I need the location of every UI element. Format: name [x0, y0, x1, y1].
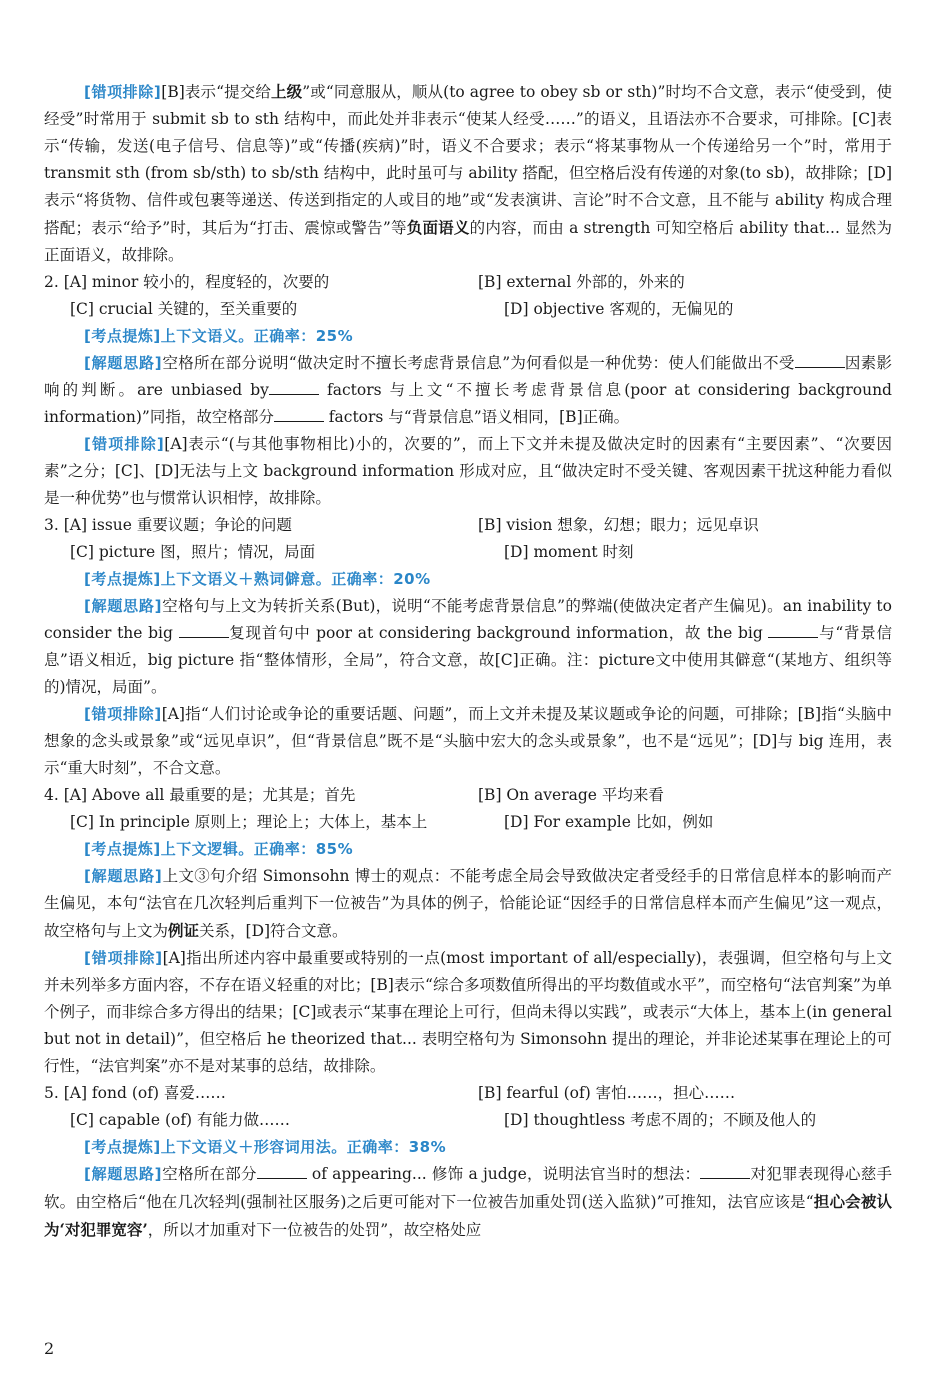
q4-cuoxiang-paragraph: [错项排除][A]指出所述内容中最重要或特别的一点(most important of all/especially)，表强调，但空格句与上文并未列举多方面内容，不存在语义轻重的对比；[B]表示“综合多项数值所得出的平均数值或水平”，而空格句“法官判案”为单个例子，而非综合多方得出的结果；[C]或表示“某事在理论上可行，但尚未得以实践”，或表示“大体上，基本上(in general but not in detail)”，但空格后 he theorized that... 表明空格句为 Simonsohn 提出的理论，并非论述某事在理论上的可行性，“法官判案”亦不是对某事的总结，故排除。	[44, 949, 892, 1075]
q2-option-b: [B] external 外部的，外来的	[478, 273, 685, 291]
q3-cuoxiang-paragraph: [错项排除][A]指“人们讨论或争论的重要话题、问题”，而上文并未提及某议题或争论的问题，可排除；[B]指“头脑中想象的念头或景象”或“远见卓识”，但“背景信息”既不是“头脑中宏大的念头或景象”，也不是“远见”；[D]与 big 连用，表示“重大时刻”，不合文意。	[44, 705, 892, 777]
q5-option-d: [D] thoughtless 考虑不周的；不顾及他人的	[504, 1111, 817, 1129]
jieti-label: [解题思路]	[84, 1165, 162, 1183]
q4-kaodian: [考点提炼]上下文逻辑。正确率：85%	[84, 840, 354, 858]
q3-option-c: [C] picture 图，照片；情况，局面	[70, 543, 316, 561]
answer-blank	[274, 405, 324, 422]
cuoxiang-label: [错项排除]	[84, 705, 162, 723]
q3-option-d: [D] moment 时刻	[504, 543, 634, 561]
jieti-label: [解题思路]	[84, 354, 163, 372]
answer-blank	[700, 1162, 750, 1179]
page-number: 2	[44, 1339, 55, 1358]
jieti-label: [解题思路]	[84, 867, 163, 885]
q4-option-d: [D] For example 比如，例如	[504, 813, 714, 831]
q2-option-a: 2. [A] minor 较小的，程度轻的，次要的	[44, 273, 330, 291]
q5-kaodian: [考点提炼]上下文语义＋形容词用法。正确率：38%	[84, 1138, 447, 1156]
answer-blank	[768, 621, 818, 638]
q5-option-b: [B] fearful (of) 害怕……，担心……	[478, 1084, 736, 1102]
q5-jieti-paragraph: [解题思路]空格所在部分 of appearing... 修饰 a judge，说明法官当时的想法： 对犯罪表现得心慈手软。由空格后“他在几次轻判(强制社区服务)之后更可能对下一位被告加重处罚(送入监狱)”可推知，法官应该是“担心会被认为‘对犯罪宽容’，所以才加重对下一位被告的处罚”，故空格处应	[44, 1161, 892, 1244]
q3-jieti-paragraph: [解题思路]空格句与上文为转折关系(But)，说明“不能考虑背景信息”的弊端(使做决定者产生偏见)。an inability to consider the big 复现首句中 poor at considering background information，故 the big 与“背景信息”语义相近，big picture 指“整体情形，全局”，符合文意，故[C]正确。注：picture文中使用其僻意“(某地方、组织等的)情况，局面”。	[44, 597, 892, 696]
q2-options	[44, 269, 892, 323]
answer-blank	[795, 351, 845, 368]
q4-jieti-paragraph: [解题思路]上文③句介绍 Simonsohn 博士的观点：不能考虑全局会导致做决定者受经手的日常信息样本的影响而产生偏见，本句“法官在几次轻判后重判下一位被告”为具体的例子，恰能论证“因经手的日常信息样本而产生偏见”这一观点，故空格句与上文为例证关系，[D]符合文意。	[44, 867, 892, 940]
jieti-label: [解题思路]	[84, 597, 163, 615]
q5-option-a: 5. [A] fond (of) 喜爱……	[44, 1084, 226, 1102]
q4-option-b: [B] On average 平均来看	[478, 786, 664, 804]
answer-blank	[269, 378, 319, 395]
q4-option-c: [C] In principle 原则上；理论上；大体上，基本上	[70, 813, 428, 831]
answer-blank	[179, 621, 229, 638]
kaodian-label: [考点提炼]	[84, 327, 161, 345]
cuoxiang-label: [错项排除]	[84, 949, 163, 967]
q3-option-a: 3. [A] issue 重要议题；争论的问题	[44, 516, 292, 534]
q2-cuoxiang-paragraph: [错项排除][A]表示“(与其他事物相比)小的，次要的”，而上下文并未提及做决定时的因素有“主要因素”、“次要因素”之分；[C]、[D]无法与上文 background information 形成对应，且“做决定时不受关键、客观因素干扰这种能力看似是一种优势”也与惯常认识相悖，故排除。	[44, 435, 892, 507]
answer-blank	[257, 1162, 307, 1179]
q2-option-c: [C] crucial 关键的，至关重要的	[70, 300, 298, 318]
q3-kaodian: [考点提炼]上下文语义＋熟词僻意。正确率：20%	[84, 570, 431, 588]
q3-options	[44, 512, 892, 566]
q5-options	[44, 1080, 892, 1134]
q5-option-c: [C] capable (of) 有能力做……	[70, 1111, 291, 1129]
cuoxiang-label: [错项排除]	[84, 83, 162, 101]
q2-kaodian: [考点提炼]上下文语义。正确率：25%	[84, 327, 354, 345]
kaodian-label: [考点提炼]	[84, 840, 161, 858]
q3-option-b: [B] vision 想象，幻想；眼力；远见卓识	[478, 516, 759, 534]
kaodian-label: [考点提炼]	[84, 570, 161, 588]
kaodian-label: [考点提炼]	[84, 1138, 161, 1156]
q4-option-a: 4. [A] Above all 最重要的是；尤其是；首先	[44, 786, 356, 804]
q1-cuoxiang-paragraph: [错项排除][B]表示“提交给上级”或“同意服从，顺从(to agree to obey sb or sth)”时均不合文意，表示“使受到，使经受”时常用于 submit sb to sth 结构中，而此处并非表示“使某人经受……”的语义，且语法亦不合要求，可排除。[C]表示“传输，发送(电子信号、信息等)”或“传播(疾病)”时，语义不合要求；表示“将某事物从一个传递给另一个”时，常用于 transmit sth (from sb/sth) to sb/sth 结构中，此时虽可与 ability 搭配，但空格后没有传递的对象(to sb)，故排除；[D]表示“将货物、信件或包裹等递送、传送到指定的人或目的地”或“发表演讲、言论”时不合文意，且不能与 ability 构成合理搭配；表示“给予”时，其后为“打击、震惊或警告”等负面语义的内容，而由 a strength 可知空格后 ability that... 显然为正面语义，故排除。	[44, 82, 892, 264]
q2-option-d: [D] objective 客观的，无偏见的	[504, 300, 734, 318]
cuoxiang-label: [错项排除]	[84, 435, 165, 453]
q2-jieti-paragraph: [解题思路]空格所在部分说明“做决定时不擅长考虑背景信息”为何看似是一种优势：使人们能做出不受 因素影响的判断。are unbiased by factors 与上文“不擅长考虑背景信息(poor at considering background information)”同指，故空格部分 factors 与“背景信息”语义相同，[B]正确。	[44, 350, 892, 431]
q4-options	[44, 782, 892, 836]
